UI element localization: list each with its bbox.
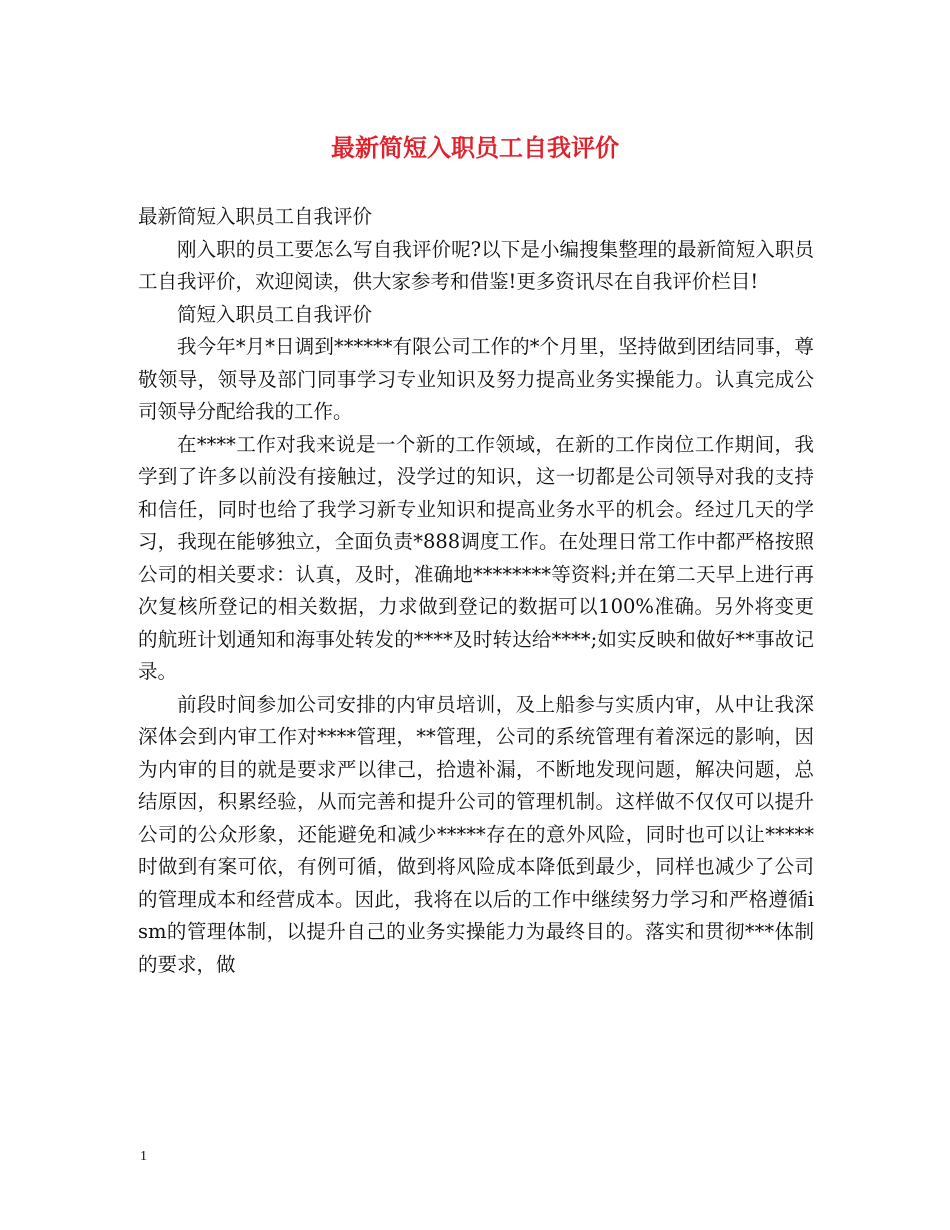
document-body — [138, 201, 814, 981]
body-paragraph: 刚入职的员工要怎么写自我评价呢?以下是小编搜集整理的最新简短入职员工自我评价，欢迎阅读，供大家参考和借鉴!更多资讯尽在自我评价栏目! — [138, 237, 814, 293]
page-number: 1 — [140, 1149, 147, 1164]
body-paragraph: 我今年*月*日调到******有限公司工作的*个月里，坚持做到团结同事，尊敬领导，领导及部门同事学习专业知识及努力提高业务实操能力。认真完成公司领导分配给我的工作。 — [138, 335, 814, 423]
document-title: 最新简短入职员工自我评价 — [331, 133, 619, 162]
body-paragraph: 在****工作对我来说是一个新的工作领域，在新的工作岗位工作期间，我学到了许多以前没有接触过，没学过的知识，这一切都是公司领导对我的支持和信任，同时也给了我学习新专业知识和提高业务水平的机会。经过几天的学习，我现在能够独立，全面负责*888调度工作。在处理日常工作中都严格按照公司的相关要求：认真，及时，准确地********等资料;并在第二天早上进行再次复核所登记的相关数据，力求做到登记的数据可以100%准确。另外将变更的航班计划通知和海事处转发的****及时转达给****;如实反映和做好**事故记录。 — [138, 432, 814, 683]
body-paragraph: 前段时间参加公司安排的内审员培训，及上船参与实质内审，从中让我深深体会到内审工作对****管理，**管理，公司的系统管理有着深远的影响，因为内审的目的就是要求严以律己，拾遗补漏，不断地发现问题，解决问题，总结原因，积累经验，从而完善和提升公司的管理机制。这样做不仅仅可以提升公司的公众形象，还能避免和减少*****存在的意外风险，同时也可以让*****时做到有案可依，有例可循，做到将风险成本降低到最少，同样也减少了公司的管理成本和经营成本。因此，我将在以后的工作中继续努力学习和严格遵循ism的管理体制，以提升自己的业务实操能力为最终目的。落实和贯彻***体制的要求，做 — [138, 692, 814, 976]
body-paragraph: 最新简短入职员工自我评价 — [138, 205, 373, 228]
body-paragraph: 简短入职员工自我评价 — [177, 302, 373, 326]
